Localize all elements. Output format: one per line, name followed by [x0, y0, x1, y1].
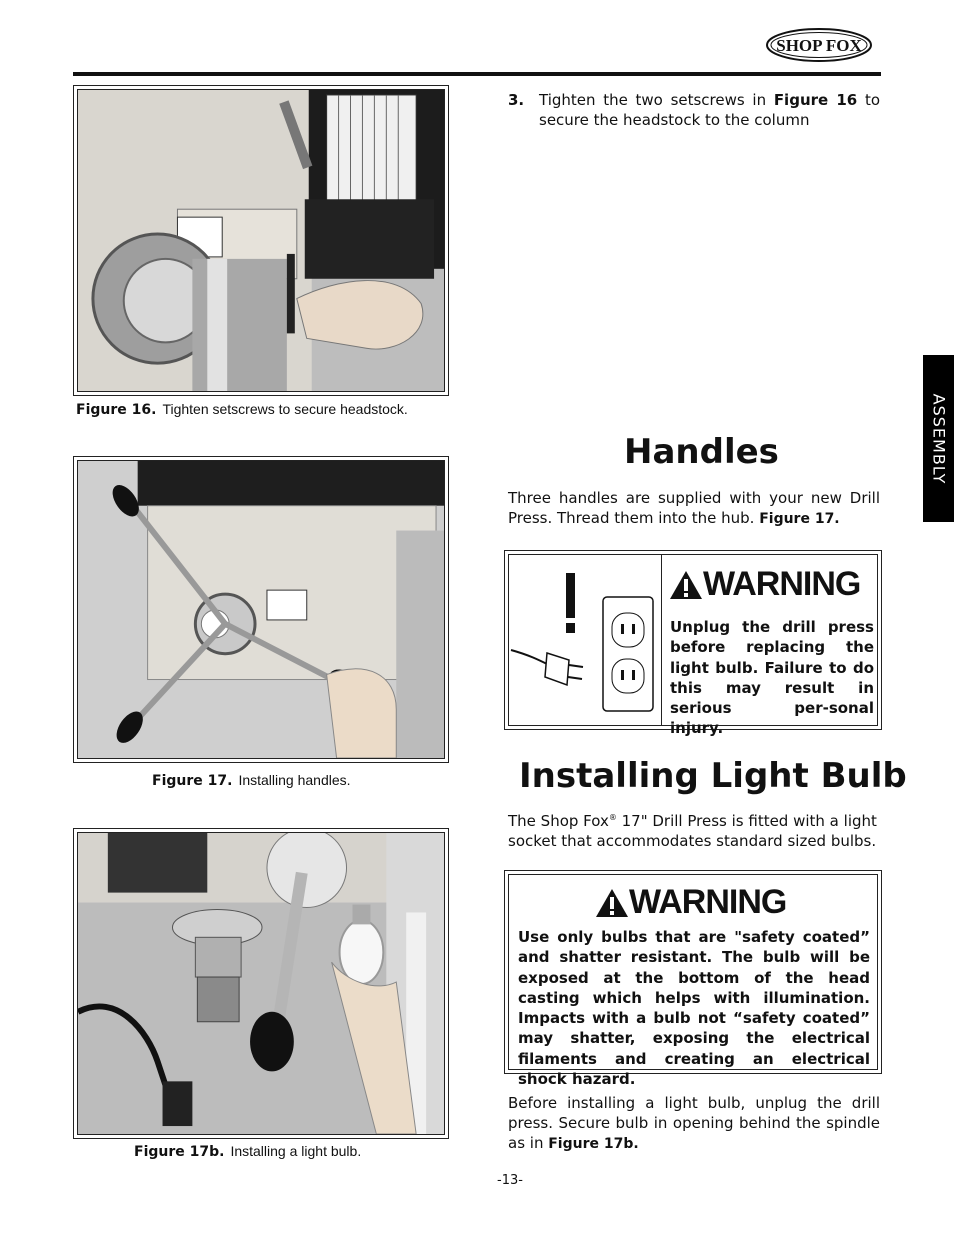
- handles-figure-ref: Figure 17.: [759, 511, 840, 527]
- warning-box-unplug: [504, 550, 882, 738]
- handles-body: [508, 488, 880, 529]
- shop-fox-logo: [766, 28, 872, 62]
- warning-triangle-icon: [669, 570, 703, 600]
- figure-label: Figure 16.: [76, 402, 157, 418]
- figure-17-caption: [152, 772, 351, 789]
- step-3: [508, 90, 880, 130]
- warning-text: Unplug the drill press before replacing the light bulb. Failure to do this may result in serious per-sonal injury.: [670, 618, 874, 738]
- light-bulb-heading: Installing Light Bulb: [519, 756, 907, 796]
- figure-16-photo: [73, 85, 449, 396]
- section-tab-label: ASSEMBLY: [929, 393, 948, 484]
- warning-title: [595, 883, 786, 922]
- warning-title-text: WARNING: [629, 883, 787, 921]
- step-number: 3.: [508, 91, 525, 109]
- section-tab: [923, 355, 954, 522]
- figure-caption-text: Installing a light bulb.: [230, 1143, 362, 1159]
- final-figure-ref: Figure 17b.: [548, 1136, 639, 1152]
- header-rule: [73, 72, 881, 76]
- svg-text:SHOP FOX: SHOP FOX: [776, 36, 862, 55]
- registered-mark: ®: [608, 813, 617, 822]
- figure-caption-text: Installing handles.: [238, 772, 351, 788]
- warning-triangle-icon: [595, 888, 629, 918]
- intro-text: 17" Drill Press is fitted with a light socket that accommodates standard sized bulbs.: [508, 812, 877, 850]
- figure-caption-text: Tighten setscrews to secure headstock.: [162, 401, 408, 417]
- final-text: Before installing a light bulb, unplug the drill press. Secure bulb in opening behind the spindle as in: [508, 1094, 880, 1152]
- handles-heading: Handles: [624, 432, 779, 472]
- handles-text: Three handles are supplied with your new Drill Press. Thread them into the hub.: [508, 489, 880, 527]
- figure-label: Figure 17b.: [134, 1144, 225, 1160]
- warning-box-bulbs: [504, 870, 882, 1089]
- warning-title: [669, 565, 860, 604]
- figure-label: Figure 17.: [152, 773, 233, 789]
- page-number: -13-: [497, 1173, 523, 1188]
- figure-17-photo: [73, 456, 449, 763]
- warning-illustration: [509, 555, 662, 725]
- warning-title-text: WARNING: [703, 565, 861, 603]
- figure-17b-photo: [73, 828, 449, 1139]
- step-text: to secure the headstock to the column: [539, 91, 881, 129]
- figure-16-caption: [76, 401, 408, 418]
- figure-17b-caption: [134, 1143, 361, 1160]
- step-figure-ref: Figure 16: [773, 91, 858, 109]
- intro-text: The Shop Fox: [508, 812, 609, 830]
- final-paragraph: [508, 1093, 880, 1154]
- warning-text: Use only bulbs that are "safety coated” and shatter resistant. The bulb will be exposed at the bottom of the head casting which helps with illumination. Impacts with a bulb not “safety coated” may shatter, exposing the electrical filaments and creating an electrical shock hazard.: [518, 928, 870, 1089]
- step-text: Tighten the two setscrews in: [539, 91, 767, 109]
- light-bulb-intro: [508, 808, 880, 851]
